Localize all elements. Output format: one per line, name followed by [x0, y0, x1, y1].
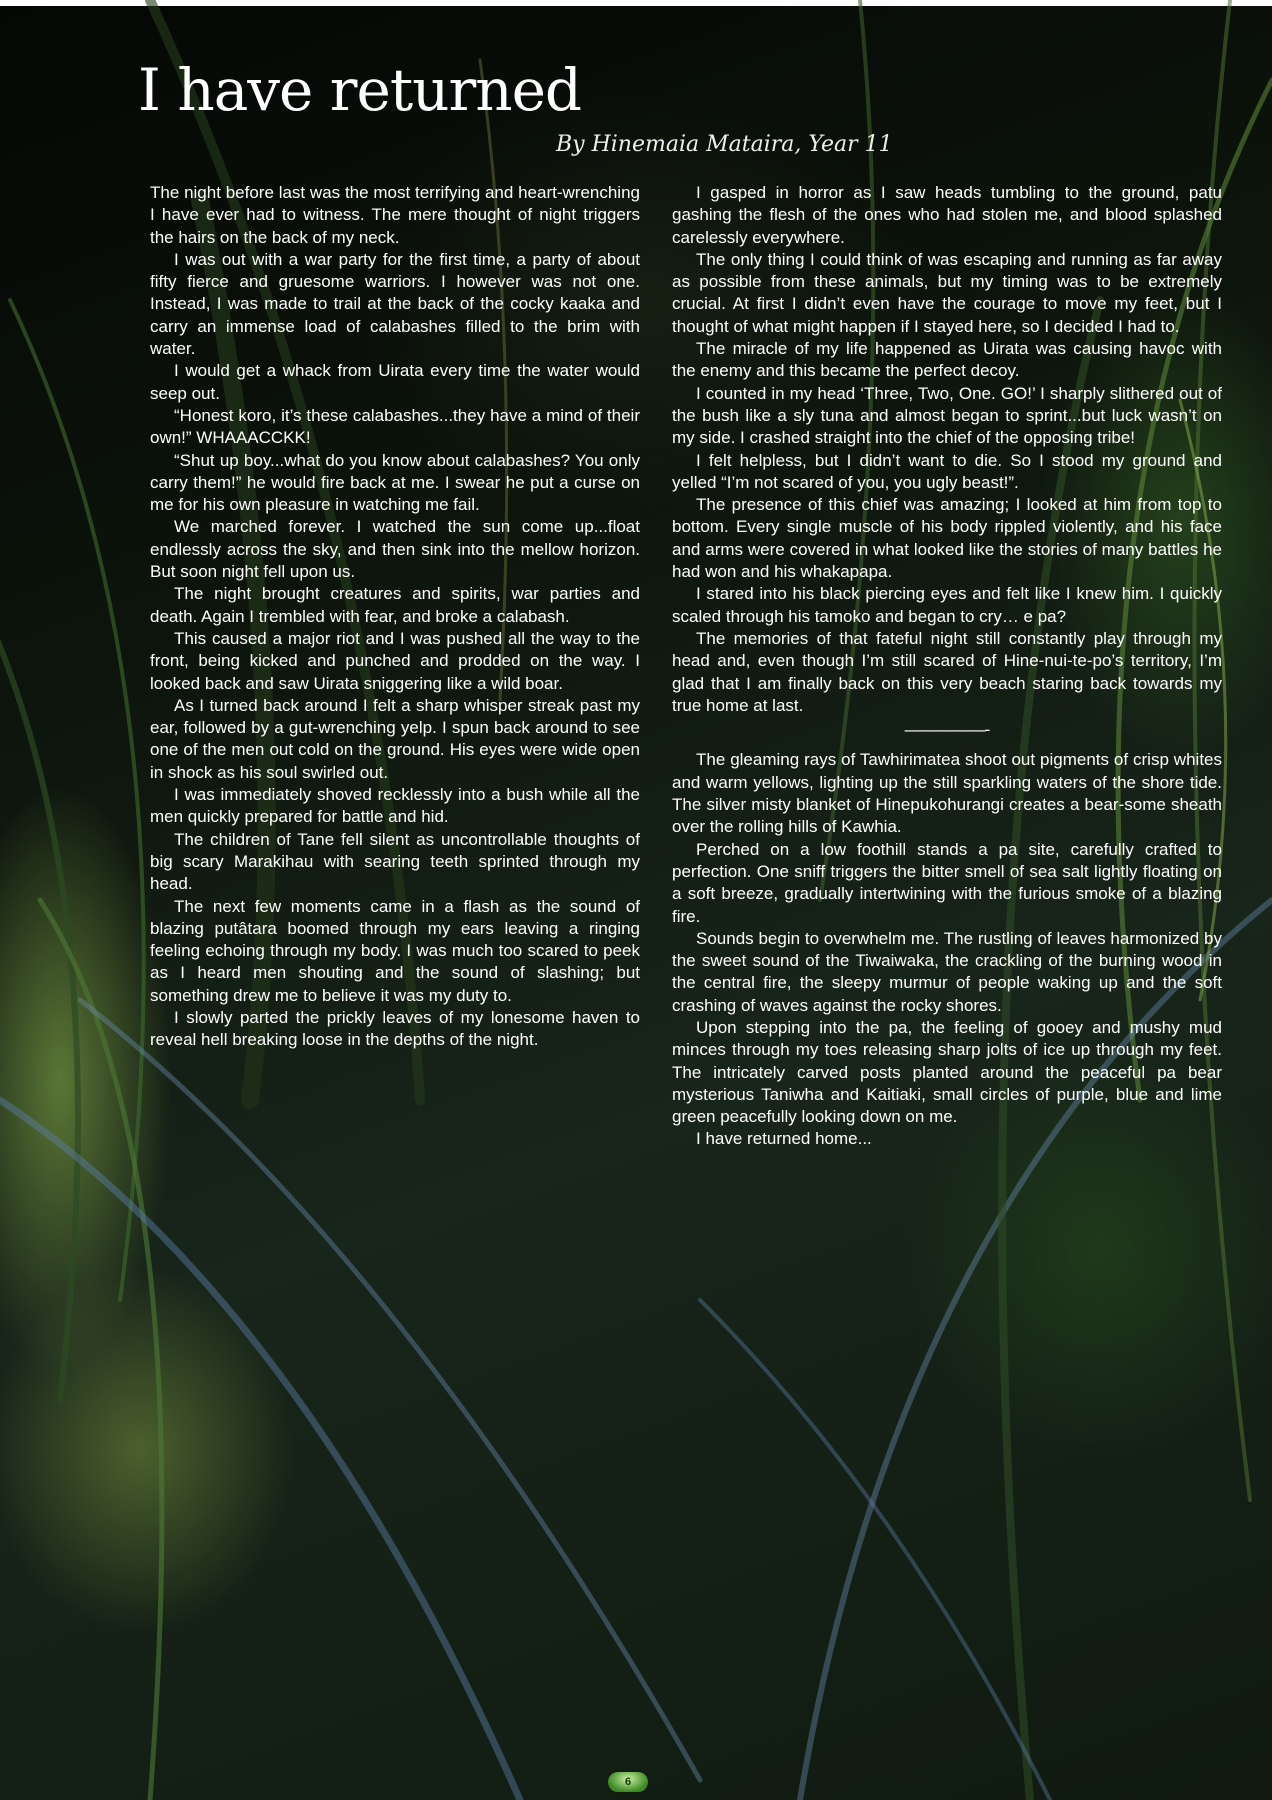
page-number-badge: 6 [608, 1772, 648, 1792]
paragraph: Sounds begin to overwhelm me. The rustling of leaves harmonized by the sweet sound of the Tiwaiwaka, the crackling of the burning wood in the central fire, the sleepy murmur of people waking up and the soft crashing of waves against the rocky shores. [672, 928, 1222, 1015]
paragraph: The only thing I could think of was escaping and running as far away as possible from these animals, but my timing was to be extremely crucial. At first I didn’t even have the courage to move my feet, but I thought of what might happen if I stayed here, so I decided I had to. [672, 249, 1222, 336]
paragraph: This caused a major riot and I was pushed all the way to the front, being kicked and punched and prodded on the way. I looked back and saw Uirata sniggering like a wild boar. [150, 628, 640, 693]
paragraph: I would get a whack from Uirata every time the water would seep out. [150, 361, 640, 403]
paragraph: The children of Tane fell silent as uncontrollable thoughts of big scary Marakihau with searing teeth sprinted through my head. [150, 829, 640, 894]
article-title: I have returned [138, 56, 582, 124]
article-byline: By Hinemaia Mataira, Year 11 [556, 132, 893, 157]
paragraph: “Shut up boy...what do you know about calabashes? You only carry them!” he would fire back at me. I swear he put a curse on me for his own pleasure in watching me fail. [150, 450, 640, 515]
section-divider: —————- [904, 720, 990, 740]
paragraph: “Honest koro, it’s these calabashes...they have a mind of their own!” WHAAACCKK! [150, 405, 640, 448]
paragraph: We marched forever. I watched the sun come up...float endlessly across the sky, and then sink into the mellow horizon. But soon night fell upon us. [150, 517, 640, 582]
right-column [672, 182, 1222, 1151]
paragraph: I stared into his black piercing eyes and felt like I knew him. I quickly scaled through his tamoko and began to cry… e pa? [672, 584, 1222, 626]
paragraph: Perched on a low foothill stands a pa site, carefully crafted to perfection. One sniff triggers the bitter smell of sea salt lightly floating on a soft breeze, gradually intertwining with the furious smoke of a blazing fire. [672, 839, 1222, 926]
paragraph: I was out with a war party for the first time, a party of about fifty fierce and gruesome warriors. I however was not one. Instead, I was made to trail at the back of the cocky kaaka and carry an immense load of calabashes filled to the brim with water. [150, 249, 640, 359]
paragraph: I slowly parted the prickly leaves of my lonesome haven to reveal hell breaking loose in the depths of the night. [150, 1007, 640, 1050]
paragraph: Upon stepping into the pa, the feeling of gooey and mushy mud minces through my toes releasing sharp jolts of ice up through my feet. The intricately carved posts planted around the peaceful pa bear mysterious Taniwha and Kaitiaki, small circles of purple, blue and lime green peacefully looking down on me. [672, 1017, 1222, 1127]
left-column [150, 182, 640, 1052]
paragraph: The miracle of my life happened as Uirata was causing havoc with the enemy and this became the perfect decoy. [672, 339, 1222, 381]
paragraph: The night before last was the most terrifying and heart-wrenching I have ever had to witness. The mere thought of night triggers the hairs on the back of my neck. [150, 183, 640, 247]
paragraph: The next few moments came in a flash as the sound of blazing putâtara boomed through my ears leaving a ringing feeling echoing through my body. I was much too scared to peek as I heard men shouting and the sound of slashing; but something drew me to believe it was my duty to. [150, 896, 640, 1005]
paragraph: The gleaming rays of Tawhirimatea shoot out pigments of crisp whites and warm yellows, lighting up the still sparkling waters of the shore tide. The silver misty blanket of Hinepukohurangi creates a bear-some sheath over the rolling hills of Kawhia. [672, 750, 1222, 837]
paragraph: I have returned home... [696, 1129, 872, 1149]
paragraph: I was immediately shoved recklessly into a bush while all the men quickly prepared for battle and hid. [150, 785, 640, 827]
paragraph: I felt helpless, but I didn’t want to die. So I stood my ground and yelled “I’m not scared of you, you ugly beast!”. [672, 450, 1222, 492]
paragraph: The night brought creatures and spirits, war parties and death. Again I trembled with fear, and broke a calabash. [150, 584, 640, 626]
paragraph: The presence of this chief was amazing; I looked at him from top to bottom. Every single muscle of his body rippled violently, and his face and arms were covered in what looked like the stories of many battles he had won and his whakapapa. [672, 495, 1222, 582]
paragraph: I counted in my head ‘Three, Two, One. GO!’ I sharply slithered out of the bush like a sly tuna and almost began to sprint...but luck wasn’t on my side. I crashed straight into the chief of the opposing tribe! [672, 383, 1222, 448]
paragraph: The memories of that fateful night still constantly play through my head and, even though I’m still scared of Hine-nui-te-po’s territory, I’m glad that I am finally back on this very beach staring back towards my true home at last. [672, 628, 1222, 715]
paragraph: As I turned back around I felt a sharp whisper streak past my ear, followed by a gut-wrenching yelp. I spun back around to see one of the men out cold on the ground. His eyes were wide open in shock as his soul swirled out. [150, 695, 640, 782]
paragraph: I gasped in horror as I saw heads tumbling to the ground, patu gashing the flesh of the ones who had stolen me, and blood splashed carelessly everywhere. [672, 183, 1222, 247]
